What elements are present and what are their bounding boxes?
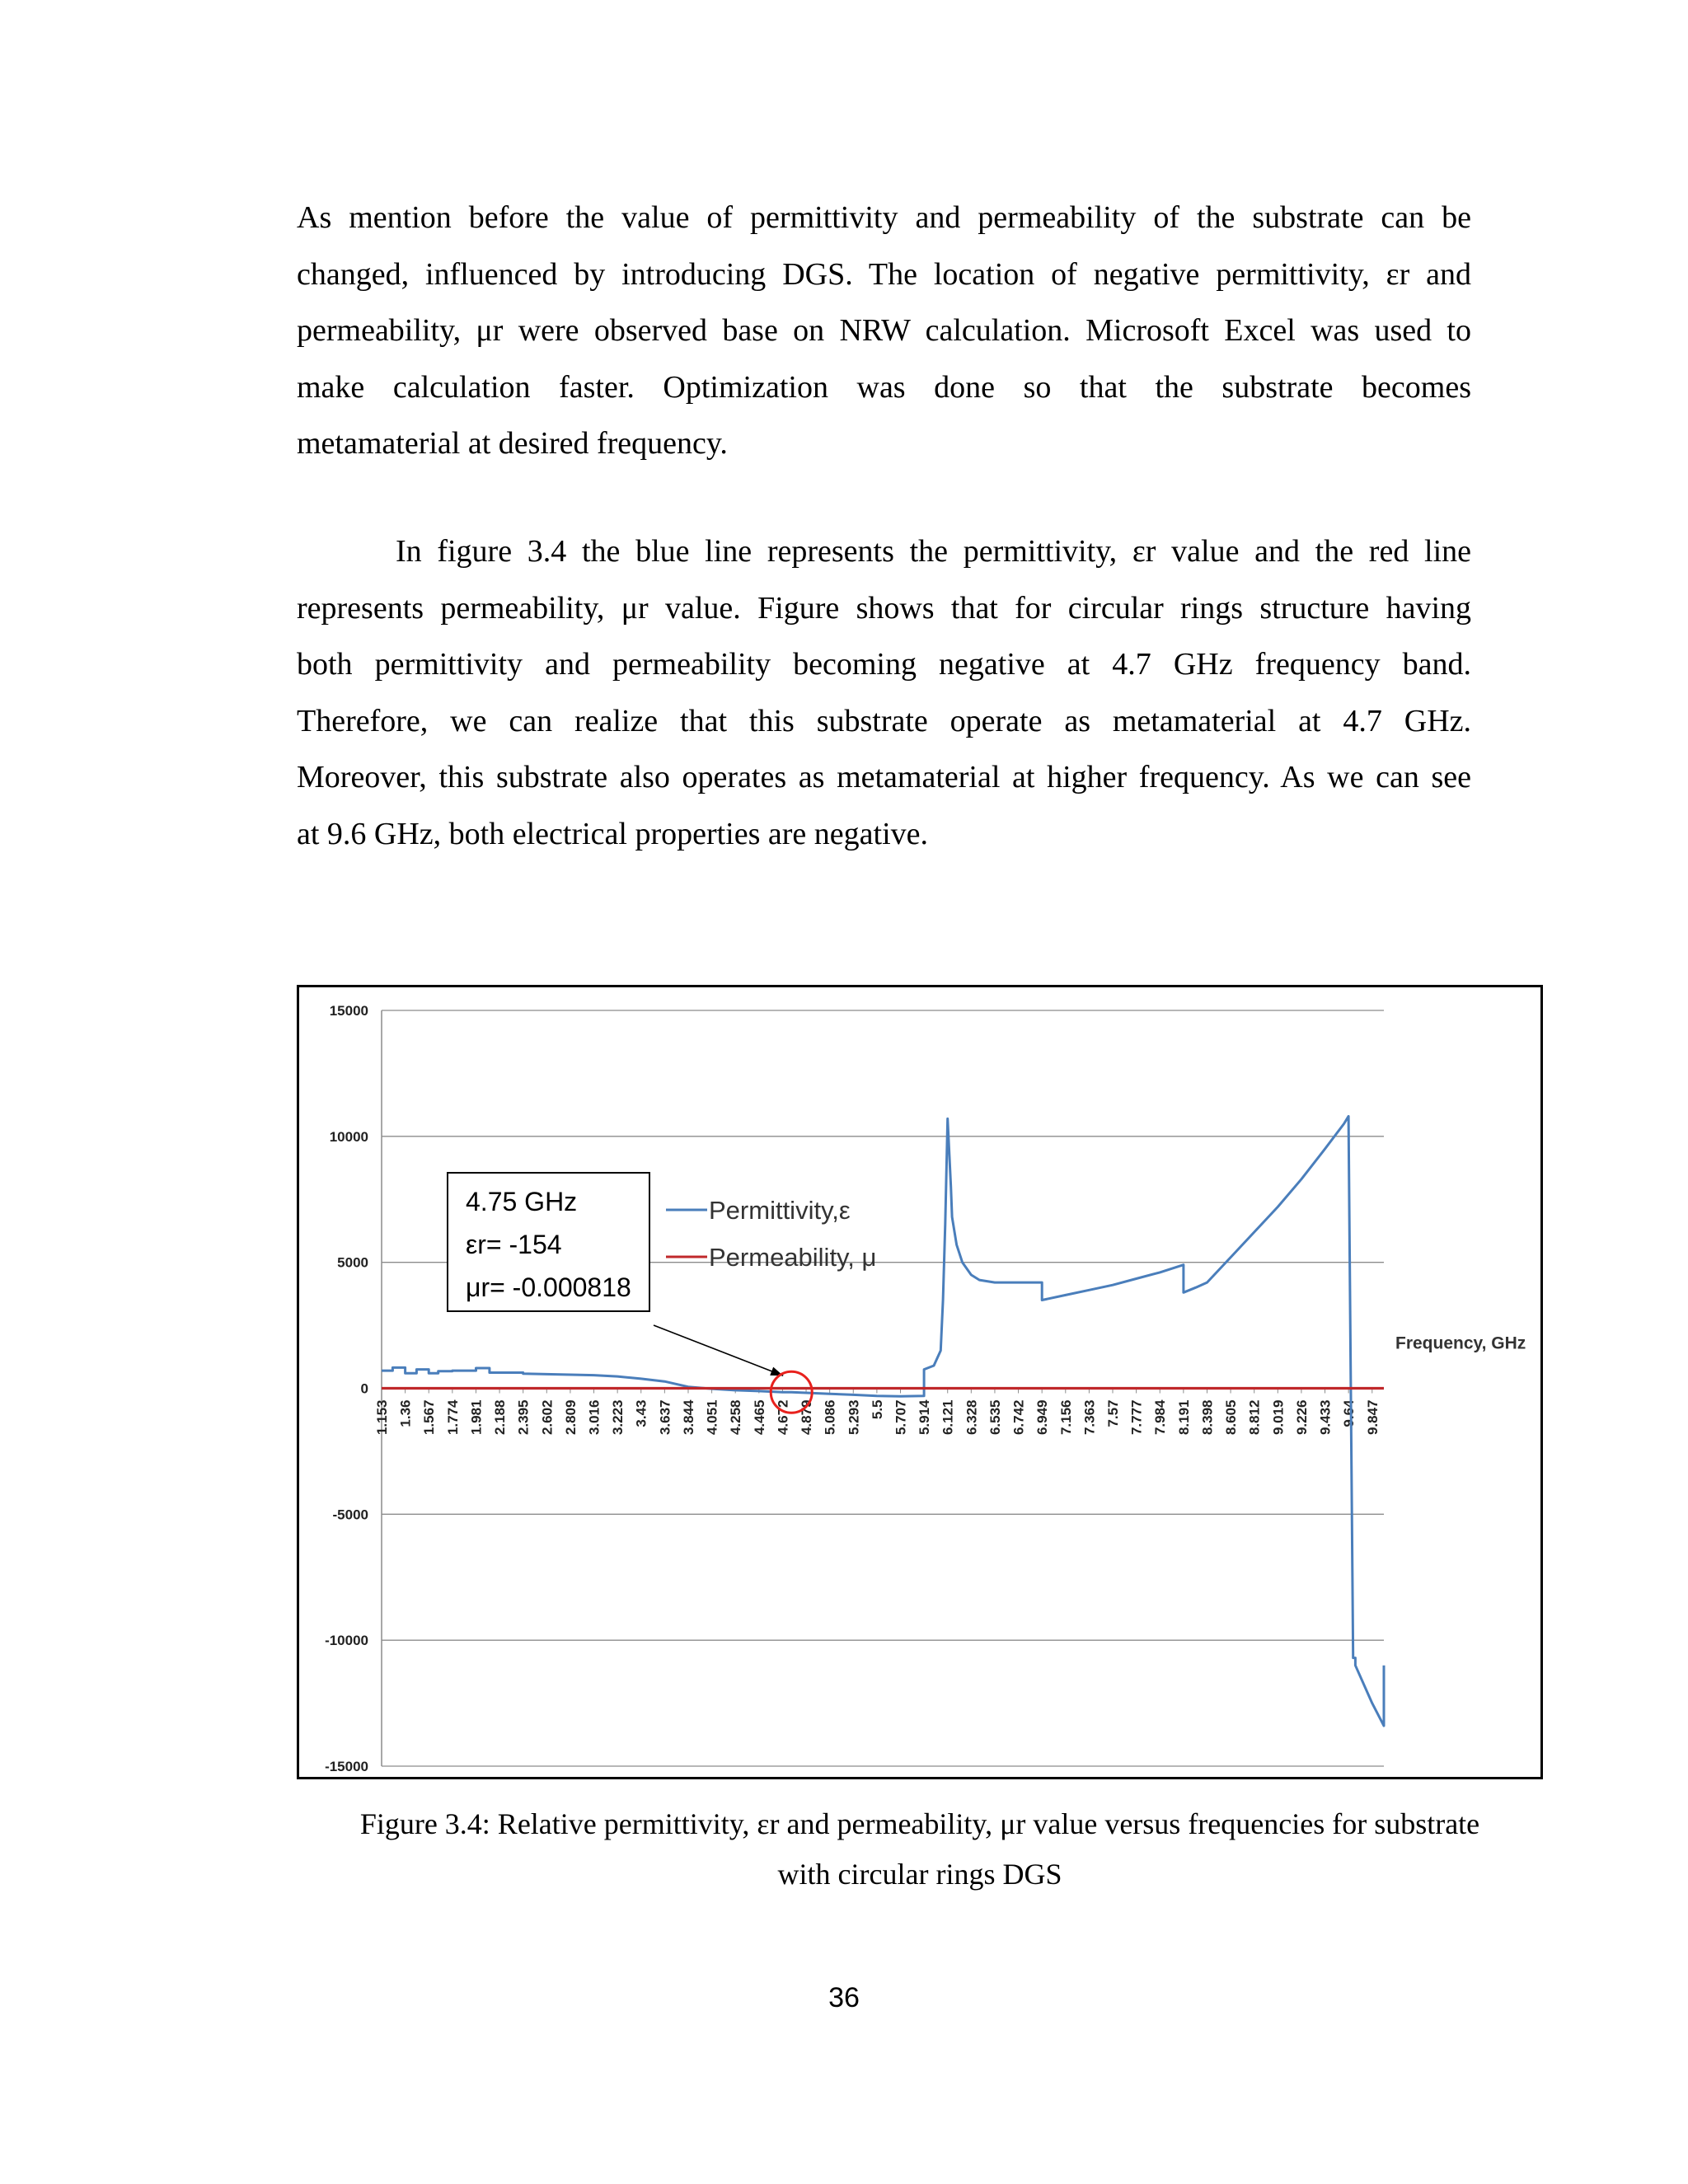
x-tick-label: 4.051 bbox=[704, 1399, 720, 1436]
paragraph-2-line-text: In figure 3.4 the blue line represents the permittivity, εr value and the red line bbox=[396, 534, 1471, 569]
x-tick-label: 8.191 bbox=[1175, 1399, 1192, 1436]
paragraph-2-line: at 9.6 GHz, both electrical properties are negative. bbox=[297, 816, 928, 851]
paragraph-1-line: make calculation faster. Optimization was done so that the substrate becomes bbox=[297, 369, 1471, 405]
x-tick-label: 9.433 bbox=[1317, 1399, 1334, 1436]
figure-chart-frame bbox=[297, 985, 1543, 1779]
caption-line-2: with circular rings DGS bbox=[777, 1858, 1062, 1891]
x-tick-label: 4.258 bbox=[728, 1399, 744, 1436]
figure-caption bbox=[297, 1799, 1543, 1900]
paragraph-2-line bbox=[297, 523, 1471, 580]
x-tick-label: 7.363 bbox=[1081, 1399, 1098, 1436]
x-tick-label: 3.223 bbox=[610, 1399, 626, 1436]
x-tick-label: 5.293 bbox=[846, 1399, 862, 1436]
x-tick-label: 5.914 bbox=[917, 1399, 933, 1436]
x-tick-label: 6.535 bbox=[987, 1399, 1003, 1436]
x-tick-label: 3.637 bbox=[657, 1399, 673, 1436]
x-tick-label: 9.226 bbox=[1293, 1399, 1310, 1436]
y-tick-label: -5000 bbox=[332, 1507, 368, 1523]
paragraph-2-line: Therefore, we can realize that this substrate operate as metamaterial at 4.7 GHz. bbox=[297, 703, 1471, 738]
y-tick-label: 15000 bbox=[329, 1003, 368, 1019]
legend-label-permeability: Permeability, μ bbox=[709, 1243, 877, 1272]
annotation-text: 4.75 GHz bbox=[466, 1187, 578, 1216]
x-tick-label: 8.605 bbox=[1223, 1399, 1240, 1436]
paragraph-1-line: permeability, μr were observed base on NRW calculation. Microsoft Excel was used to bbox=[297, 313, 1471, 348]
y-tick-label: -15000 bbox=[325, 1759, 368, 1774]
x-tick-label: 3.43 bbox=[633, 1399, 649, 1427]
x-axis-label: Frequency, GHz bbox=[1395, 1333, 1526, 1353]
paragraph-1-line: metamaterial at desired frequency. bbox=[297, 426, 728, 461]
annotation-arrow bbox=[654, 1325, 783, 1376]
x-tick-label: 6.949 bbox=[1034, 1399, 1051, 1436]
x-tick-label: 4.879 bbox=[799, 1399, 815, 1436]
x-tick-label: 6.121 bbox=[940, 1399, 956, 1436]
x-tick-label: 8.812 bbox=[1246, 1399, 1263, 1436]
permittivity-permeability-chart bbox=[299, 987, 1540, 1777]
x-tick-label: 7.984 bbox=[1152, 1399, 1169, 1436]
x-tick-label: 1.567 bbox=[421, 1399, 438, 1436]
paragraph-2-line: Moreover, this substrate also operates as metamaterial at higher frequency. As we can see bbox=[297, 760, 1471, 794]
x-tick-label: 3.016 bbox=[586, 1399, 603, 1436]
x-tick-label: 7.156 bbox=[1057, 1399, 1074, 1436]
x-tick-label: 9.847 bbox=[1364, 1399, 1381, 1436]
x-tick-label: 1.153 bbox=[374, 1399, 390, 1436]
x-tick-label: 7.777 bbox=[1128, 1399, 1145, 1436]
x-tick-label: 8.398 bbox=[1199, 1399, 1216, 1436]
y-tick-label: 5000 bbox=[337, 1254, 368, 1271]
x-tick-label: 7.57 bbox=[1105, 1399, 1122, 1427]
x-tick-label: 5.086 bbox=[822, 1399, 838, 1436]
x-tick-label: 1.36 bbox=[397, 1399, 414, 1427]
paragraph-1 bbox=[297, 190, 1471, 472]
legend-label-permittivity: Permittivity,ε bbox=[709, 1196, 851, 1225]
x-tick-label: 3.844 bbox=[680, 1399, 696, 1436]
x-tick-label: 2.188 bbox=[492, 1399, 509, 1436]
x-tick-label: 5.5 bbox=[869, 1399, 885, 1420]
paragraph-1-line: changed, influenced by introducing DGS. The location of negative permittivity, εr and bbox=[297, 256, 1471, 292]
x-tick-label: 2.809 bbox=[562, 1399, 579, 1436]
x-tick-label: 9.019 bbox=[1270, 1399, 1287, 1436]
x-tick-label: 9.64 bbox=[1341, 1399, 1357, 1427]
paragraph-2-line: represents permeability, μr value. Figure shows that for circular rings structure having bbox=[297, 590, 1471, 626]
paragraph-2-line: both permittivity and permeability becoming negative at 4.7 GHz frequency band. bbox=[297, 647, 1471, 682]
caption-line-1: Figure 3.4: Relative permittivity, εr and permeability, μr value versus frequencies for substrate bbox=[359, 1807, 1480, 1840]
x-tick-label: 2.602 bbox=[539, 1399, 556, 1436]
annotation-text: εr= -154 bbox=[466, 1230, 562, 1259]
x-tick-label: 6.742 bbox=[1010, 1399, 1027, 1436]
y-tick-label: 10000 bbox=[329, 1128, 368, 1145]
paragraph-1-line: As mention before the value of permittivity and permeability of the substrate can be bbox=[297, 200, 1471, 235]
x-tick-label: 5.707 bbox=[893, 1399, 909, 1436]
x-tick-label: 4.672 bbox=[775, 1399, 791, 1436]
x-tick-label: 4.465 bbox=[751, 1399, 767, 1436]
x-tick-label: 1.981 bbox=[468, 1399, 485, 1436]
paragraph-2 bbox=[297, 523, 1471, 862]
y-tick-label: -10000 bbox=[325, 1633, 368, 1649]
x-tick-label: 1.774 bbox=[444, 1399, 461, 1436]
annotation-text: μr= -0.000818 bbox=[466, 1272, 631, 1302]
page-number: 36 bbox=[828, 1982, 860, 2013]
x-tick-label: 6.328 bbox=[964, 1399, 980, 1436]
y-tick-label: 0 bbox=[360, 1380, 368, 1397]
x-tick-label: 2.395 bbox=[515, 1399, 532, 1436]
